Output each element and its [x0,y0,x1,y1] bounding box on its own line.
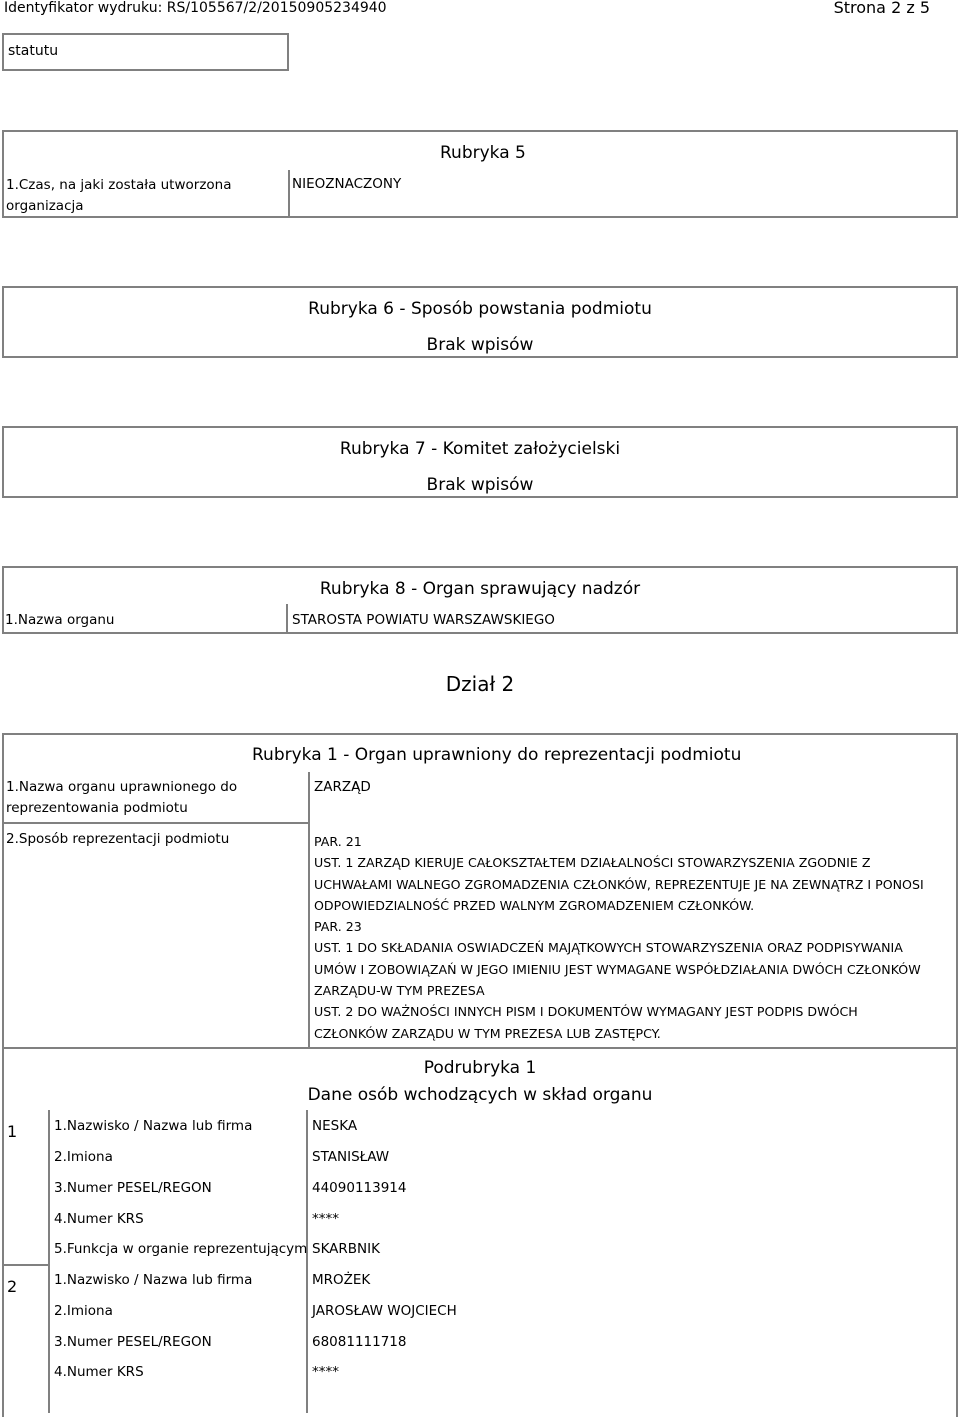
rep-line: PAR. 23 [314,919,362,935]
rubryka-8-value: STAROSTA POWIATU WARSZAWSKIEGO [292,612,555,628]
person-2-krs-label: 4.Numer KRS [54,1364,144,1380]
rep-line: UST. 2 DO WAŻNOŚCI INNYCH PISM I DOKUMENTÓW WYMAGANY JEST PODPIS DWÓCH [314,1004,858,1020]
person-2-krs-value: **** [312,1364,339,1380]
d2-rubryka-1-divider [308,772,310,1049]
representation-mode-label: 2.Sposób reprezentacji podmiotu [6,831,230,847]
person-1-lastname-label: 1.Nazwisko / Nazwa lub firma [54,1118,253,1134]
rubryka-7-value: Brak wpisów [426,475,534,495]
rep-line: ODPOWIEDZIALNOŚĆ PRZED WALNYM ZGROMADZENIEM CZŁONKÓW. [314,897,755,913]
person-1-function-label: 5.Funkcja w organie reprezentującym [54,1241,308,1257]
rep-line: ZARZĄDU-W TYM PREZESA [314,983,485,999]
representation-mode-text [314,831,954,1044]
statut-box [2,33,289,71]
person-2-lastname-label: 1.Nazwisko / Nazwa lub firma [54,1272,253,1288]
rep-line: PAR. 21 [314,834,362,849]
person-1-function-value: SKARBNIK [312,1241,380,1257]
page-number: Strona 2 z 5 [833,0,930,17]
rubryka-5-divider [288,170,290,218]
rubryka-6-value: Brak wpisów [426,335,534,355]
rep-line: UMÓW I ZOBOWIĄZAŃ W JEGO IMIENIU JEST WYMAGANE WSPÓŁDZIAŁANIA DWÓCH CZŁONKÓW [314,961,921,977]
organ-name-label: 1.Nazwa organu uprawnionego do reprezentowania podmiotu [6,779,238,816]
person-1-krs-label: 4.Numer KRS [54,1211,144,1227]
value-column-divider [306,1110,308,1413]
rubryka-8-label: 1.Nazwa organu [5,612,115,628]
person-2-pesel-value: 68081111718 [312,1334,407,1350]
person-index: 1 [7,1122,18,1141]
rubryka-5-value: NIEOZNACZONY [292,176,402,192]
print-identifier: Identyfikator wydruku: RS/105567/2/20150905234940 [4,0,387,16]
person-2-lastname-value: MROŻEK [312,1272,371,1288]
dzial-title: Dział 2 [445,672,515,696]
rep-line: CZŁONKÓW ZARZĄDU W TYM PREZESA LUB ZASTĘPCY. [314,1025,661,1041]
podrubryka-subtitle: Dane osób wchodzących w skład organu [307,1085,653,1105]
rep-line: UST. 1 ZARZĄD KIERUJE CAŁOKSZTAŁTEM DZIAŁALNOŚCI STOWARZYSZENIA ZGODNIE Z [314,855,871,871]
rubryka-8-divider [286,604,288,634]
rubryka-7-title: Rubryka 7 - Komitet założycielski [339,439,621,459]
index-column-divider [48,1110,50,1413]
rubryka-6-title: Rubryka 6 - Sposób powstania podmiotu [308,299,652,319]
person-1-firstname-label: 2.Imiona [54,1149,113,1165]
statut-text: statutu [8,43,59,59]
d2-rubryka-1-row-divider [2,822,310,824]
person-1-firstname-value: STANISŁAW [312,1149,390,1165]
d2-rubryka-1-title: Rubryka 1 - Organ uprawniony do reprezentacji podmiotu [252,745,742,765]
rep-line: UCHWAŁAMI WALNEGO ZGROMADZENIA CZŁONKÓW, REPREZENTUJE JE NA ZEWNĄTRZ I PONOSI [314,876,924,892]
person-1-lastname-value: NESKA [312,1118,358,1134]
person-1-krs-value: **** [312,1211,339,1227]
person-2-pesel-label: 3.Numer PESEL/REGON [54,1334,212,1350]
organ-name-value: ZARZĄD [314,779,371,795]
person-divider [2,1264,50,1266]
podrubryka-title: Podrubryka 1 [423,1058,537,1078]
person-1-pesel-label: 3.Numer PESEL/REGON [54,1180,212,1196]
person-2-firstname-label: 2.Imiona [54,1303,113,1319]
rep-line: UST. 1 DO SKŁADANIA OSWIADCZEŃ MAJĄTKOWYCH STOWARZYSZENIA ORAZ PODPISYWANIA [314,940,903,956]
person-index: 2 [7,1277,18,1296]
rubryka-5-title: Rubryka 5 [440,143,526,163]
rubryka-8-title: Rubryka 8 - Organ sprawujący nadzór [319,579,641,599]
person-1-pesel-value: 44090113914 [312,1180,407,1196]
person-2-firstname-value: JAROSŁAW WOJCIECH [312,1303,457,1319]
rubryka-5-label: 1.Czas, na jaki została utworzona organizacja [6,177,232,214]
